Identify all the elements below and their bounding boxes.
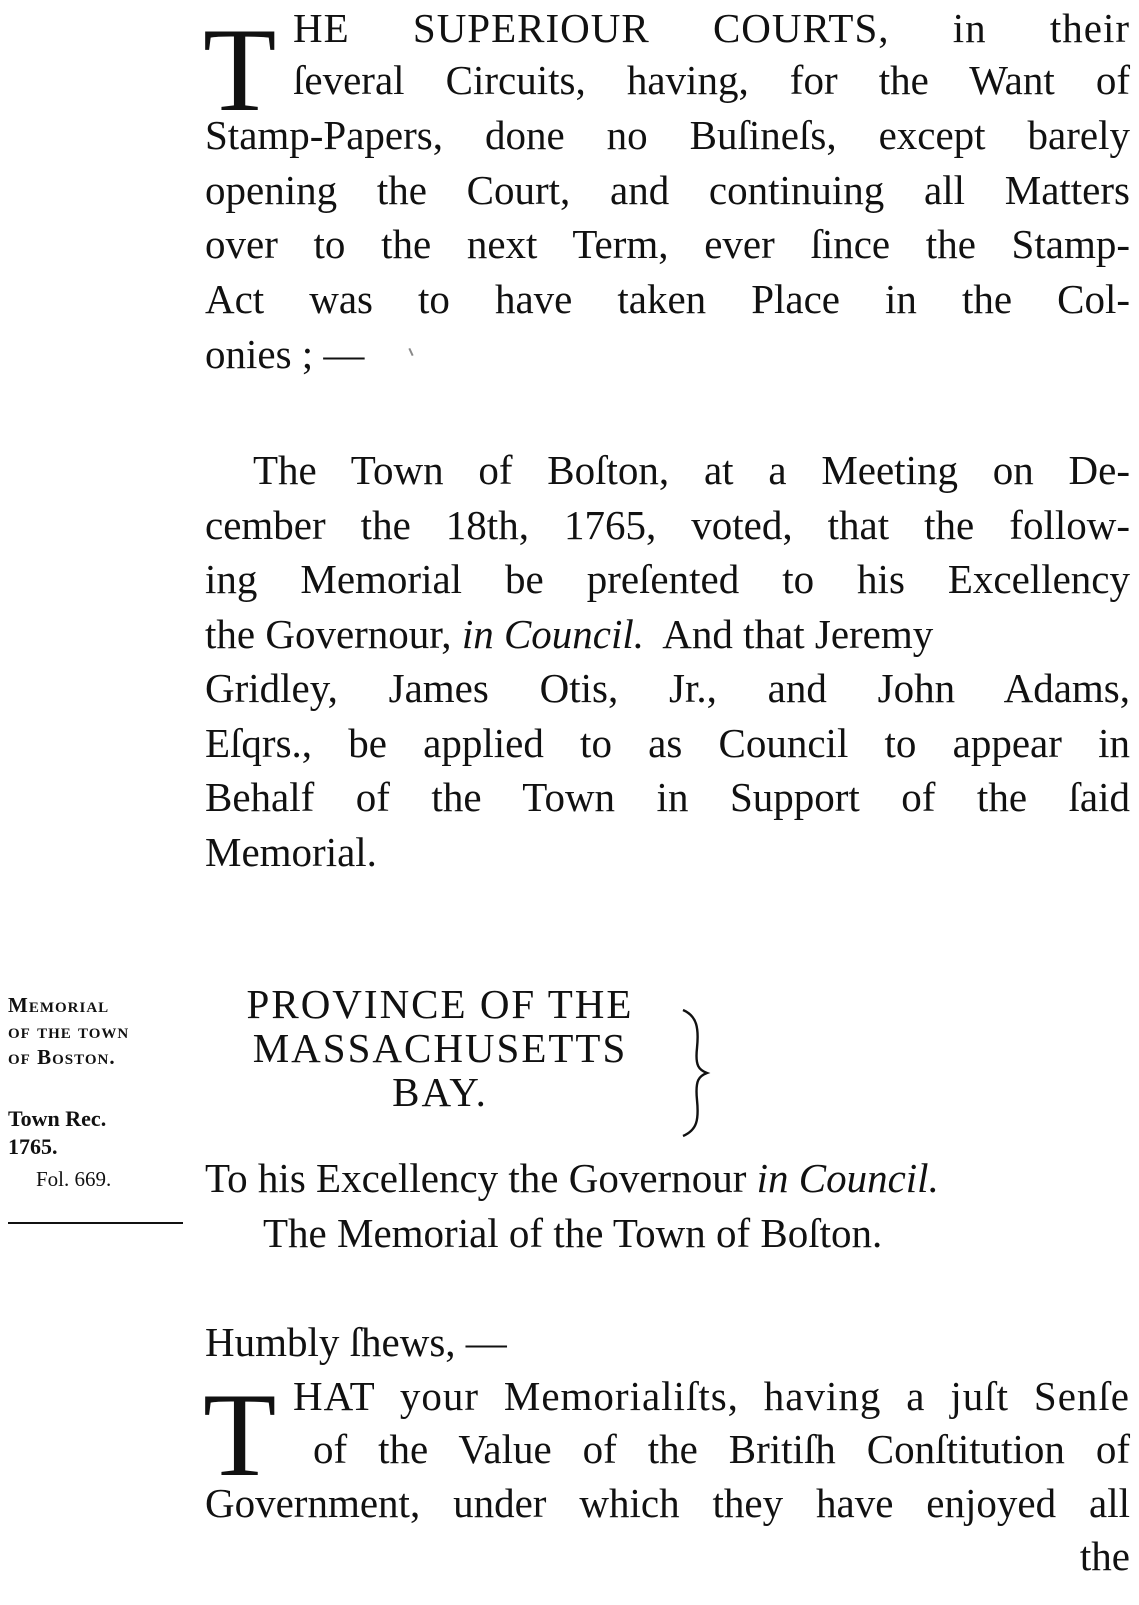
heading-line: PROVINCE OF THE [246,981,634,1027]
text-line: Act was to have taken Place in the Col- [205,276,1130,322]
margin-line: of the town [8,1019,130,1043]
text-line: Stamp-Papers, done no Buſineſs, except barely [205,112,1130,158]
text-line: the [1079,1533,1130,1579]
text-line: ſeveral Circuits, having, for the Want of [293,57,1130,103]
text-line: Eſqrs., be applied to as Council to appear in [205,720,1130,766]
text-span: To his Excellency the Governour [205,1155,757,1201]
text-span: And that Jeremy [644,611,934,657]
margin-rule [8,1222,183,1224]
text-line [205,606,1130,662]
text-line [293,1368,1130,1424]
drop-cap: T [203,1368,277,1501]
text-line: onies ; — [205,331,365,377]
text-line: over to the next Term, ever ſince the Stamp- [205,221,1130,267]
heading-line: BAY. [392,1069,488,1115]
italic-span: in Council. [756,1155,939,1201]
margin-line: of Boston. [8,1045,116,1069]
text-line: opening the Court, and continuing all Matters [205,167,1130,213]
margin-line: 1765. [8,1134,58,1159]
heading-line: MASSACHUSETTS [252,1025,628,1071]
margin-line: Memorial [8,993,110,1017]
margin-line: Fol. 669. [36,1167,112,1191]
text-line: Government, under which they have enjoyed all [205,1480,1130,1526]
text-span: the Governour, [205,611,462,657]
text-line: ing Memorial be preſented to his Excellency [205,556,1130,602]
text-span: HAT your Memorialiſts, having a juſt Senſe [293,1373,1130,1419]
curly-brace-icon [675,1008,715,1138]
text-line: Memorial. [205,829,377,875]
text-line: The Town of Boſton, at a Meeting on De- [253,447,1130,493]
text-line: The Memorial of the Town of Boſton. [263,1210,883,1256]
text-line: Humbly ſhews, — [205,1319,507,1365]
italic-span: in Council. [461,611,645,657]
text-line: Behalf of the Town in Support of the ſaid [205,774,1130,820]
text-line: Gridley, James Otis, Jr., and John Adams, [205,665,1130,711]
drop-cap: T [203,3,277,136]
text-line [205,1150,1130,1206]
margin-line: Town Rec. [8,1106,107,1131]
text-line: HE SUPERIOUR COURTS, in their [293,5,1130,51]
text-line: cember the 18th, 1765, voted, that the follow- [205,502,1130,548]
text-line: of the Value of the Britiſh Conſtitution of [313,1426,1130,1472]
